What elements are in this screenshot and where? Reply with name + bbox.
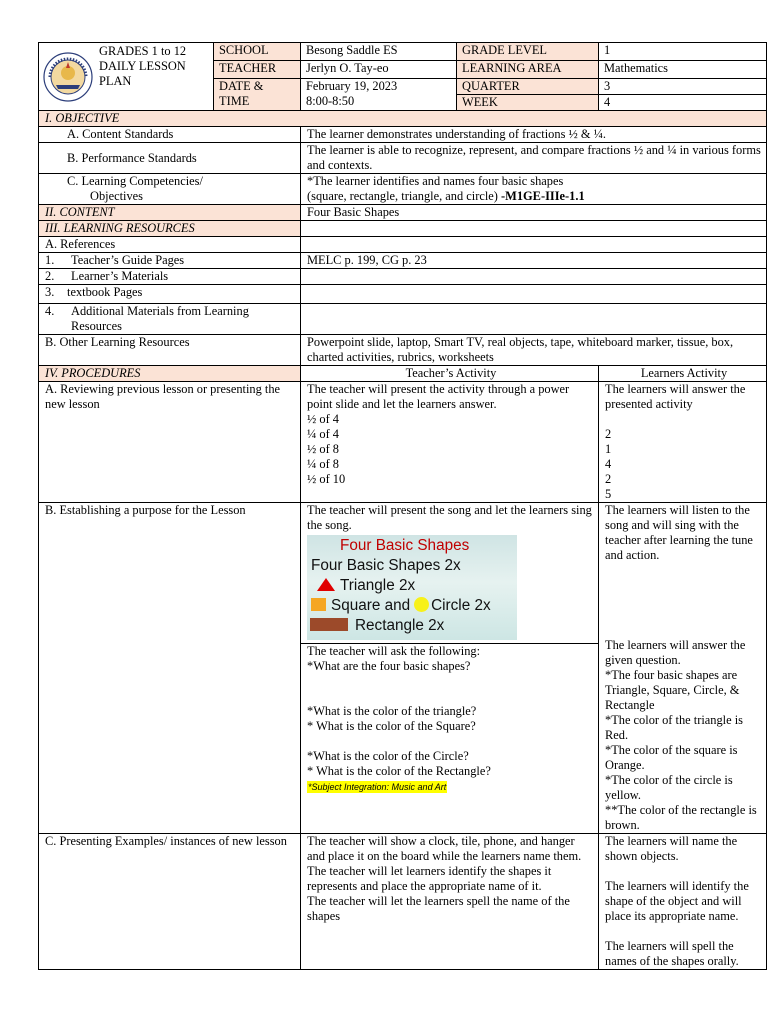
additional-materials-label: 4. Additional Materials from Learning Resources	[39, 304, 301, 335]
fraction-answer: 1	[605, 442, 612, 456]
learning-area-value: Mathematics	[599, 61, 767, 79]
grade-level-value: 1	[599, 43, 767, 61]
reviewing-learner-activity: The learners will answer the presented activity 2 1 4 2 5	[599, 382, 767, 503]
establishing-teacher-activity: The teacher will present the song and let the learners sing the song. Four Basic Shapes Four Basic Shapes 2x Triangle 2x Square and Circle 2x Rectangle 2x The teacher will ask the following: *What are the four basic shapes? *What is the color of the triangle? * What is the color of the Square? *What is the color of the Circle? * What is the color of the Rectangle? *Subject Integration: Music and Art	[301, 503, 599, 834]
textbook-pages-label: 3. textbook Pages	[39, 285, 301, 304]
teacher-label: TEACHER	[214, 61, 301, 79]
deped-seal-icon	[43, 52, 93, 102]
other-resources-label: B. Other Learning Resources	[39, 335, 301, 366]
yellow-circle-icon	[414, 597, 429, 612]
learner-activity-header: Learners Activity	[599, 366, 767, 382]
answer: **The color of the rectangle is brown.	[605, 803, 757, 832]
fraction-item: ¼ of 8	[307, 457, 340, 471]
resources-heading: III. LEARNING RESOURCES	[39, 221, 301, 237]
time-value: 8:00-8:50	[306, 94, 355, 108]
question: * What is the color of the Square?	[307, 719, 476, 733]
learning-competencies-text: *The learner identifies and names four basic shapes (square, rectangle, triangle, and circle) -M1GE-IIIe-1.1	[301, 174, 767, 205]
question: *What is the color of the triangle?	[307, 704, 477, 718]
content-standards-label: A. Content Standards	[39, 127, 301, 143]
reviewing-teacher-activity: The teacher will present the activity through a power point slide and let the learners answer. ½ of 4 ¼ of 4 ½ of 8 ¼ of 8 ½ of 10	[301, 382, 599, 503]
teachers-guide-label: 1. Teacher’s Guide Pages	[39, 253, 301, 269]
performance-standards-text: The learner is able to recognize, represent, and compare fractions ½ and ¼ in various forms and contexts.	[301, 143, 767, 174]
presenting-learner-activity: The learners will name the shown objects. The learners will identify the shape of the object and will place its appropriate name. The learners will spell the names of the shapes orally.	[599, 834, 767, 970]
question: *What is the color of the Circle?	[307, 749, 469, 763]
performance-standards-label: B. Performance Standards	[39, 143, 301, 174]
song-title: Four Basic Shapes	[340, 537, 470, 554]
fraction-answer: 2	[605, 427, 612, 441]
song-slide-image: Four Basic Shapes Four Basic Shapes 2x Triangle 2x Square and Circle 2x Rectangle 2x	[307, 535, 517, 640]
answer: *The color of the circle is yellow.	[605, 773, 733, 802]
brown-rectangle-icon	[310, 618, 348, 631]
references-label: A. References	[39, 237, 301, 253]
fraction-answer: 2	[605, 472, 612, 486]
other-resources-value: Powerpoint slide, laptop, Smart TV, real objects, tape, whiteboard marker, tissue, box, charted activities, rubrics, worksheets	[301, 335, 767, 366]
presenting-teacher-activity: The teacher will show a clock, tile, phone, and hanger and place it on the board while the learners name them. The teacher will let learners identify the shapes it represents and place the appropriate name of it. The teacher will let the learners spell the name of the shapes	[301, 834, 599, 970]
orange-square-icon	[311, 598, 326, 611]
date-value: February 19, 2023	[306, 79, 398, 93]
learners-materials-label: 2. Learner’s Materials	[39, 269, 301, 285]
fraction-answer: 5	[605, 487, 612, 501]
quarter-value: 3	[599, 79, 767, 95]
grade-level-label: GRADE LEVEL	[457, 43, 599, 61]
content-standards-text: The learner demonstrates understanding of fractions ½ & ¼.	[301, 127, 767, 143]
presenting-examples-label: C. Presenting Examples/ instances of new lesson	[39, 834, 301, 970]
reviewing-lesson-label: A. Reviewing previous lesson or presenting the new lesson	[39, 382, 301, 503]
teacher-activity-header: Teacher’s Activity	[301, 366, 599, 382]
learning-area-label: LEARNING AREA	[457, 61, 599, 79]
establishing-purpose-label: B. Establishing a purpose for the Lesson	[39, 503, 301, 834]
fraction-answer: 4	[605, 457, 612, 471]
fraction-item: ¼ of 4	[307, 427, 340, 441]
learning-competencies-label: C. Learning Competencies/ Objectives	[39, 174, 301, 205]
fraction-item: ½ of 4	[307, 412, 340, 426]
competency-code: -M1GE-IIIe-1.1	[501, 189, 585, 203]
date-time-value	[301, 79, 457, 111]
answer: *The color of the square is Orange.	[605, 743, 738, 772]
subject-integration-note: *Subject Integration: Music and Art	[308, 782, 447, 792]
content-text: Four Basic Shapes	[301, 205, 767, 221]
header-logo-cell	[39, 43, 214, 111]
teachers-guide-value: MELC p. 199, CG p. 23	[301, 253, 767, 269]
date-time-label: DATE & TIME	[214, 79, 301, 111]
teacher-value: Jerlyn O. Tay-eo	[301, 61, 457, 79]
fraction-item: ½ of 10	[307, 472, 346, 486]
question: *What are the four basic shapes?	[307, 659, 471, 673]
lesson-plan-title: GRADES 1 to 12 DAILY LESSON PLAN	[99, 44, 187, 88]
procedures-heading: IV. PROCEDURES	[39, 366, 301, 382]
week-label: WEEK	[457, 95, 599, 111]
answer: *The color of the triangle is Red.	[605, 713, 743, 742]
lesson-plan	[38, 42, 766, 970]
objective-heading: I. OBJECTIVE	[39, 111, 767, 127]
red-triangle-icon	[317, 578, 335, 591]
school-value: Besong Saddle ES	[301, 43, 457, 61]
school-label: SCHOOL	[214, 43, 301, 61]
question: * What is the color of the Rectangle?	[307, 764, 491, 778]
content-heading: II. CONTENT	[39, 205, 301, 221]
quarter-label: QUARTER	[457, 79, 599, 95]
answer: *The four basic shapes are Triangle, Square, Circle, & Rectangle	[605, 668, 740, 712]
fraction-item: ½ of 8	[307, 442, 340, 456]
lesson-plan-table	[38, 42, 767, 970]
establishing-learner-activity: The learners will listen to the song and will sing with the teacher after learning the tune and action. The learners will answer the given question. *The four basic shapes are Triangle, Square, Circle, & Rectangle *The color of the triangle is Red. *The color of the square is Orange. *The color of the circle is yellow. **The color of the rectangle is brown.	[599, 503, 767, 834]
week-value: 4	[599, 95, 767, 111]
